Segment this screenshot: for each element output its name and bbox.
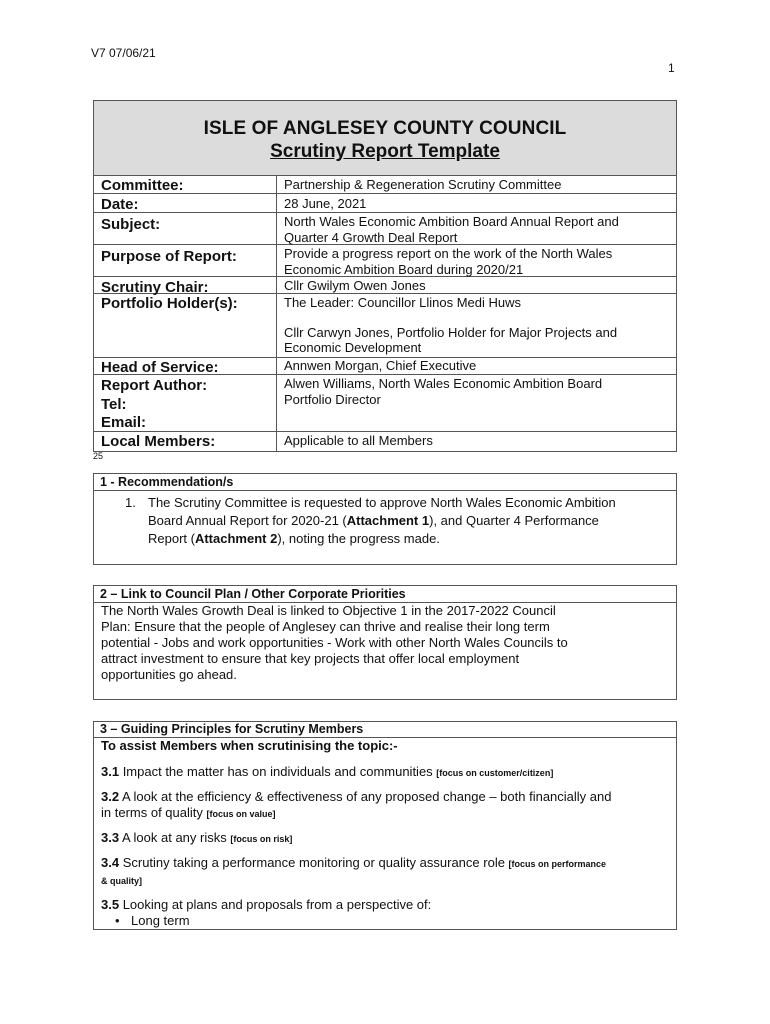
body-line: Plan: Ensure that the people of Anglesey can thrive and realise their long term xyxy=(101,619,550,634)
principle-3-4 xyxy=(94,855,676,889)
info-row-head-of-service xyxy=(94,358,676,375)
info-row-purpose xyxy=(94,245,676,277)
section-subheading: To assist Members when scrutinising the topic:- xyxy=(94,737,676,754)
body-line: potential - Jobs and work opportunities - Work with other North Wales Councils to xyxy=(101,635,568,650)
principle-focus: [focus on customer/citizen] xyxy=(436,768,554,778)
principle-3-2 xyxy=(94,789,676,822)
principle-text: Looking at plans and proposals from a perspective of: xyxy=(119,897,432,912)
section-heading: 2 – Link to Council Plan / Other Corporate Priorities xyxy=(94,586,676,603)
recommendation-item xyxy=(101,491,668,548)
principle-focus: [focus on value] xyxy=(206,809,276,819)
principle-text: in terms of quality xyxy=(101,805,207,820)
purpose-value-line: Economic Ambition Board during 2020/21 xyxy=(284,261,524,277)
principle-number: 3.3 xyxy=(101,830,120,845)
chair-label: Scrutiny Chair: xyxy=(101,279,209,296)
portfolio-value-line: The Leader: Councillor Llinos Medi Huws xyxy=(284,295,522,310)
small-note: 25 xyxy=(93,451,104,461)
text-run: ), noting the progress made. xyxy=(277,531,440,546)
date-value: 28 June, 2021 xyxy=(284,196,367,211)
section-recommendations xyxy=(93,473,677,565)
principle-text: Impact the matter has on individuals and communities xyxy=(119,764,437,779)
local-members-value: Applicable to all Members xyxy=(284,433,433,448)
chair-value: Cllr Gwilym Owen Jones xyxy=(284,278,426,293)
section-heading: 1 - Recommendation/s xyxy=(94,474,676,491)
body-line: The North Wales Growth Deal is linked to Objective 1 in the 2017-2022 Council xyxy=(101,603,556,618)
section-council-plan xyxy=(93,585,677,700)
subject-value-line: Quarter 4 Growth Deal Report xyxy=(284,229,458,245)
purpose-value-line: Provide a progress report on the work of the North Wales xyxy=(284,246,613,261)
info-row-local-members xyxy=(94,432,676,451)
principle-3-1 xyxy=(94,764,676,781)
section-guiding-principles xyxy=(93,721,677,930)
council-title: ISLE OF ANGLESEY COUNTY COUNCIL xyxy=(203,118,567,139)
recommendation-line: The Scrutiny Committee is requested to approve North Wales Economic Ambition xyxy=(148,495,616,510)
portfolio-value-line: Economic Development xyxy=(284,340,422,355)
bullet-item xyxy=(101,913,676,928)
body-line: opportunities go ahead. xyxy=(101,667,237,682)
item-number: 1. xyxy=(125,495,136,510)
principle-focus: [focus on performance xyxy=(508,859,607,869)
page-number: 1 xyxy=(668,61,675,75)
title-block xyxy=(93,100,677,176)
bullet-text: Long term xyxy=(131,913,190,928)
text-run: ), and Quarter 4 Performance xyxy=(429,513,599,528)
local-members-label: Local Members: xyxy=(101,433,216,450)
text-run: Board Annual Report for 2020-21 ( xyxy=(148,513,347,528)
purpose-label: Purpose of Report: xyxy=(101,248,237,265)
committee-value: Partnership & Regeneration Scrutiny Committee xyxy=(284,177,562,192)
subject-value xyxy=(284,214,664,245)
tel-label: Tel: xyxy=(101,396,127,413)
info-row-date xyxy=(94,194,676,213)
report-template-title: Scrutiny Report Template xyxy=(270,141,500,162)
report-info-table xyxy=(93,175,677,452)
principle-text: A look at the efficiency & effectiveness of any proposed change – both financially and xyxy=(119,789,612,804)
principle-3-3 xyxy=(94,830,676,847)
attachment-2-ref: Attachment 2 xyxy=(194,531,278,546)
principle-number: 3.5 xyxy=(101,897,120,912)
purpose-value xyxy=(284,246,664,277)
author-value-line: Portfolio Director xyxy=(284,391,381,407)
subject-value-line: North Wales Economic Ambition Board Annual Report and xyxy=(284,214,619,229)
report-author-value xyxy=(284,376,664,407)
principle-number: 3.2 xyxy=(101,789,120,804)
info-row-portfolio xyxy=(94,294,676,358)
head-of-service-value: Annwen Morgan, Chief Executive xyxy=(284,358,477,373)
committee-label: Committee: xyxy=(101,177,184,194)
principle-number: 3.1 xyxy=(101,764,120,779)
bullet-dot-icon: • xyxy=(115,913,120,928)
recommendation-line xyxy=(148,530,668,548)
portfolio-value xyxy=(284,295,664,356)
info-row-chair xyxy=(94,277,676,294)
subject-label: Subject: xyxy=(101,216,161,233)
attachment-1-ref: Attachment 1 xyxy=(346,513,430,528)
portfolio-label: Portfolio Holder(s): xyxy=(101,295,238,312)
date-label: Date: xyxy=(101,196,139,213)
section-body xyxy=(94,603,676,683)
section-heading: 3 – Guiding Principles for Scrutiny Members xyxy=(100,722,364,736)
section-body xyxy=(94,491,676,548)
principle-text: Scrutiny taking a performance monitoring or quality assurance role xyxy=(119,855,509,870)
info-row-committee xyxy=(94,175,676,194)
body-line: attract investment to ensure that key projects that offer local employment xyxy=(101,651,520,666)
recommendation-line xyxy=(148,512,668,530)
info-row-subject xyxy=(94,213,676,245)
info-row-author xyxy=(94,375,676,432)
author-value-line: Alwen Williams, North Wales Economic Ambition Board xyxy=(284,376,603,391)
email-label: Email: xyxy=(101,414,147,431)
portfolio-value-line: Cllr Carwyn Jones, Portfolio Holder for Major Projects and xyxy=(284,324,618,340)
principle-text: A look at any risks xyxy=(119,830,231,845)
principle-focus: & quality] xyxy=(101,876,143,886)
head-of-service-label: Head of Service: xyxy=(101,359,219,376)
principle-3-5 xyxy=(94,897,676,913)
text-run: Report ( xyxy=(148,531,195,546)
principle-focus: [focus on risk] xyxy=(230,834,293,844)
principle-number: 3.4 xyxy=(101,855,120,870)
version-date: V7 07/06/21 xyxy=(91,46,156,60)
report-author-label: Report Author: xyxy=(101,377,208,394)
